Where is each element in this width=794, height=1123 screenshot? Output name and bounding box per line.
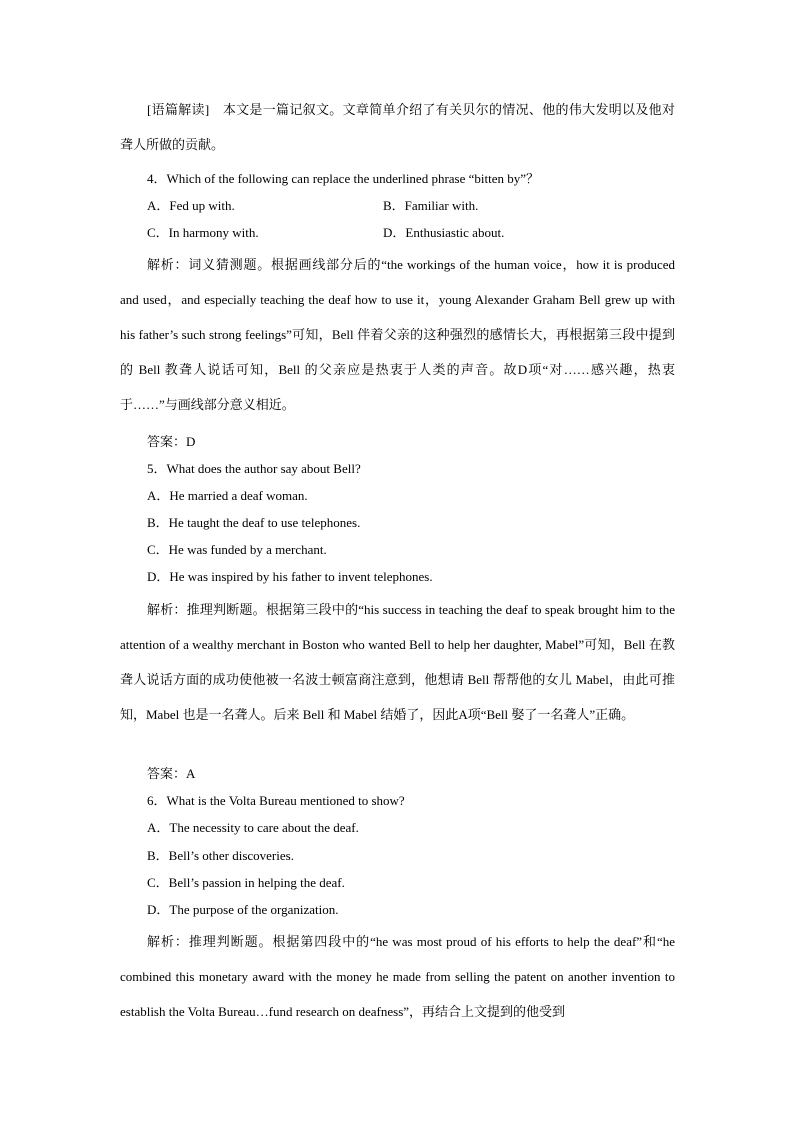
q4-option-d: D．Enthusiastic about. [383, 225, 505, 240]
q4-option-c: C．In harmony with. [147, 225, 259, 240]
q5-option-b: B．He taught the deaf to use telephones. [147, 515, 361, 530]
q4-answer: 答案：D [147, 434, 196, 449]
q5-option-a: A．He married a deaf woman. [147, 488, 308, 503]
q5-option-c: C．He was funded by a merchant. [147, 542, 327, 557]
q5-option-d: D．He was inspired by his father to invent telephones. [147, 569, 433, 584]
q6-option-c: C．Bell’s passion in helping the deaf. [147, 875, 345, 890]
question-5: 5．What does the author say about Bell? [147, 461, 361, 476]
question-4: 4．Which of the following can replace the underlined phrase “bitten by”？ [147, 171, 540, 186]
q6-analysis: 解析：推理判断题。根据第四段中的“he was most proud of his efforts to help the deaf”和“he combined this monetary award with the money he made from selling the patent on another invention to establish the Volta Bureau…fund research on deafness”，再结合上文提到的他受到 [120, 934, 675, 1019]
q6-option-a: A．The necessity to care about the deaf. [147, 820, 359, 835]
q6-option-d: D．The purpose of the organization. [147, 902, 339, 917]
q4-option-a: A．Fed up with. [147, 198, 235, 213]
q4-analysis: 解析：词义猜测题。根据画线部分后的“the workings of the human voice，how it is produced and used，and especially teaching the deaf how to use it，young Alexander Graham Bell grew up with his father’s such strong feelings”可知，Bell 伴着父亲的这种强烈的感情长大，再根据第三段中提到的 Bell 教聋人说话可知，Bell 的父亲应是热衷于人类的声音。故D项“对……感兴趣，热衷于……”与画线部分意义相近。 [120, 257, 675, 412]
passage-interpretation: [语篇解读] 本文是一篇记叙文。文章简单介绍了有关贝尔的情况、他的伟大发明以及他对聋人所做的贡献。 [120, 102, 675, 152]
q5-analysis: 解析：推理判断题。根据第三段中的“his success in teaching the deaf to speak brought him to the attention of a wealthy merchant in Boston who wanted Bell to help her daughter, Mabel”可知，Bell 在教聋人说话方面的成功使他被一名波士顿富商注意到，他想请 Bell 帮帮他的女儿 Mabel，由此可推知，Mabel 也是一名聋人。后来 Bell 和 Mabel 结婚了，因此A项“Bell 娶了一名聋人”正确。 [120, 602, 675, 722]
q6-option-b: B．Bell’s other discoveries. [147, 848, 294, 863]
question-6: 6．What is the Volta Bureau mentioned to show? [147, 793, 405, 808]
q5-answer: 答案：A [147, 766, 196, 781]
q4-option-b: B．Familiar with. [383, 198, 479, 213]
